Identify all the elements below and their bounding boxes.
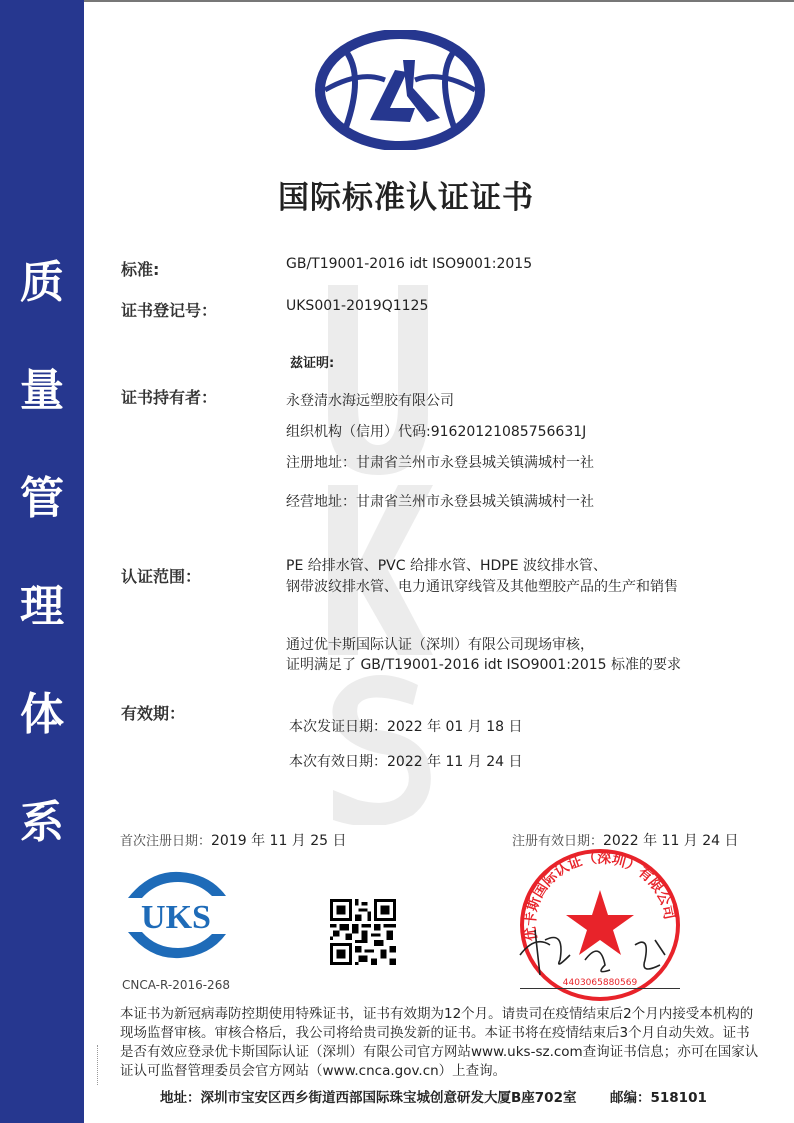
validity-label: 有效期： (121, 704, 186, 723)
seal-number: 4403065880569 (562, 978, 638, 988)
standard-label: 标准: (121, 260, 160, 279)
standard-value: GB/T19001-2016 idt ISO9001:2015 (286, 256, 533, 272)
seal-text: 优卡斯国际认证（深圳）有限公司 (522, 850, 678, 942)
perforation-dots (97, 1045, 101, 1085)
holder-registered-address: 注册地址：甘肃省兰州市永登县城关镇满城村一社 (286, 455, 594, 471)
expiry-date: 本次有效日期：2022 年 11 月 24 日 (289, 754, 523, 770)
top-border (84, 0, 794, 2)
statement-line-2: 证明满足了 GB/T19001-2016 idt ISO9001:2015 标准的要求 (286, 657, 682, 673)
cnca-number: CNCA-R-2016-268 (122, 978, 230, 992)
cert-no-value: UKS001-2019Q1125 (286, 298, 429, 314)
statement-line-1: 通过优卡斯国际认证（深圳）有限公司现场审核， (286, 637, 594, 653)
holder-org-code: 组织机构（信用）代码:91620121085756631J (286, 424, 587, 440)
holder-business-address: 经营地址：甘肃省兰州市永登县城关镇满城村一社 (286, 494, 594, 510)
first-registration-value: 2019 年 11 月 25 日 (211, 833, 347, 849)
scope-line-2: 钢带波纹排水管、电力通讯穿线管及其他塑胶产品的生产和销售 (286, 579, 678, 595)
holder-label: 证书持有者： (121, 388, 218, 407)
sidebar-char: 系 (20, 797, 64, 848)
qr-code-icon[interactable] (330, 897, 396, 967)
sidebar-char: 体 (20, 689, 64, 740)
company-address: 地址：深圳市宝安区西乡街道西部国际珠宝城创意研发大厦B座702室 (160, 1090, 577, 1106)
globe-logo-icon (315, 30, 485, 150)
sidebar-char: 管 (20, 473, 64, 524)
company-seal-icon (515, 845, 685, 1005)
scope-label: 认证范围： (121, 567, 202, 586)
holder-company: 永登清水海远塑胶有限公司 (286, 393, 454, 409)
uks-logo-text: UKS (141, 899, 211, 936)
signature-line (520, 988, 680, 989)
first-registration-date (120, 830, 347, 850)
postcode: 邮编：518101 (610, 1090, 707, 1106)
sidebar-char: 量 (20, 365, 64, 416)
cert-no-label: 证书登记号： (121, 301, 218, 320)
issue-date: 本次发证日期：2022 年 01 月 18 日 (289, 719, 523, 735)
certificate-title: 国际标准认证证书 (278, 180, 534, 216)
uks-logo-icon (120, 870, 232, 960)
registration-valid-label: 注册有效日期： (512, 834, 604, 849)
scope-line-1: PE 给排水管、PVC 给排水管、HDPE 波纹排水管、 (286, 558, 608, 574)
first-registration-label: 首次注册日期： (120, 834, 212, 849)
certify-heading: 兹证明: (290, 356, 335, 371)
sidebar-char: 理 (20, 581, 64, 632)
covid-notice: 本证书为新冠病毒防控期使用特殊证书，证书有效期为12个月。请贵司在疫情结束后2个月内接受本机构的现场监督审核。审核合格后，我公司将给贵司换发新的证书。本证书将在疫情结束后3个月自动失效。证书是否有效应登录优卡斯国际认证（深圳）有限公司官方网站www.uks-sz.com查询证书信息；亦可在国家认证认可监督管理委员会官方网站（www.cnca.gov.cn）上查询。 (120, 1006, 759, 1079)
registration-valid-value: 2022 年 11 月 24 日 (603, 833, 739, 849)
sidebar-band (0, 0, 84, 1123)
sidebar-char: 质 (20, 257, 64, 308)
